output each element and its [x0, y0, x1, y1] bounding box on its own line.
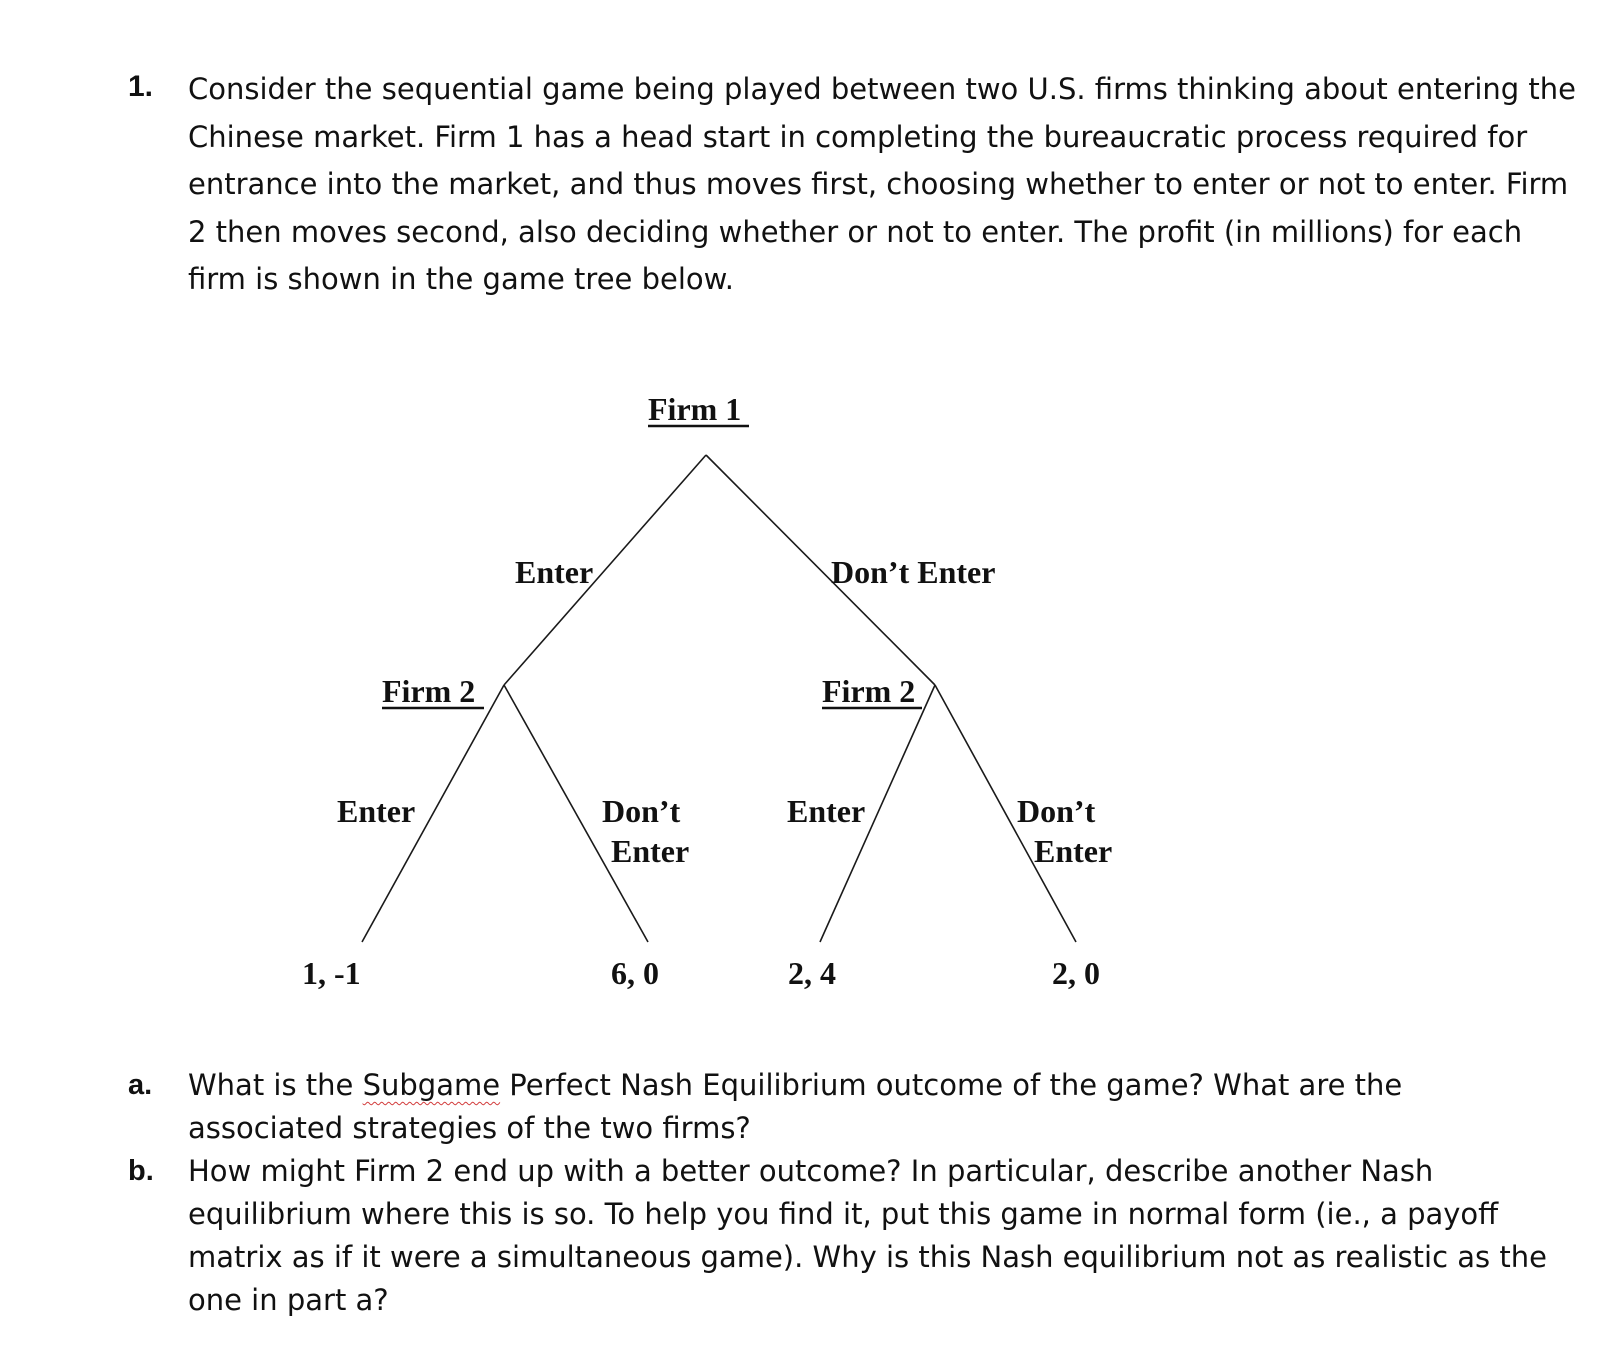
part-a-text-after: Perfect Nash Equilibrium outcome of the game? What are the associated strategies of the two firms? [188, 1068, 1403, 1145]
root-player-label: Firm 1 [648, 391, 742, 427]
part-a-text [188, 1064, 1558, 1150]
root-left-action-label: Enter [515, 554, 594, 590]
right-node-player-label: Firm 2 [822, 673, 916, 709]
left-node-dont-label-line1: Don’t [602, 793, 681, 829]
payoff-enter-dont: 6, 0 [611, 955, 659, 991]
part-b-text: How might Firm 2 end up with a better outcome? In particular, describe another Nash equilibrium where this is so. To help you find it, put this game in normal form (ie., a payoff matrix as if it were a simultaneous game). Why is this Nash equilibrium not as realistic as the one in part a? [188, 1154, 1547, 1317]
right-node-enter-label: Enter [787, 793, 866, 829]
left-node-player-label: Firm 2 [382, 673, 476, 709]
left-node-enter-label: Enter [337, 793, 416, 829]
part-a-text-before: What is the [188, 1068, 363, 1102]
payoff-dont-enter: 2, 4 [788, 955, 836, 991]
left-node-dont-label-line2: Enter [611, 833, 690, 869]
question-number: 1. [128, 70, 154, 103]
part-b-label: b. [128, 1155, 154, 1187]
right-node-dont-label-line2: Enter [1034, 833, 1113, 869]
spellcheck-flagged-word[interactable]: Subgame [362, 1068, 501, 1102]
right-node-dont-label-line1: Don’t [1017, 793, 1096, 829]
root-right-action-label: Don’t Enter [831, 554, 996, 590]
question-text: Consider the sequential game being played between two U.S. firms thinking about entering the Chinese market. Firm 1 has a head start in completing the bureaucratic process required for entrance into the market, and thus moves first, choosing whether to enter or not to enter. Firm 2 then moves second, also deciding whether or not to enter. The profit (in millions) for each firm is shown in the game tree below. [188, 72, 1577, 296]
payoff-dont-dont: 2, 0 [1052, 955, 1100, 991]
part-a-label: a. [128, 1069, 153, 1101]
payoff-enter-enter: 1, -1 [302, 955, 361, 991]
